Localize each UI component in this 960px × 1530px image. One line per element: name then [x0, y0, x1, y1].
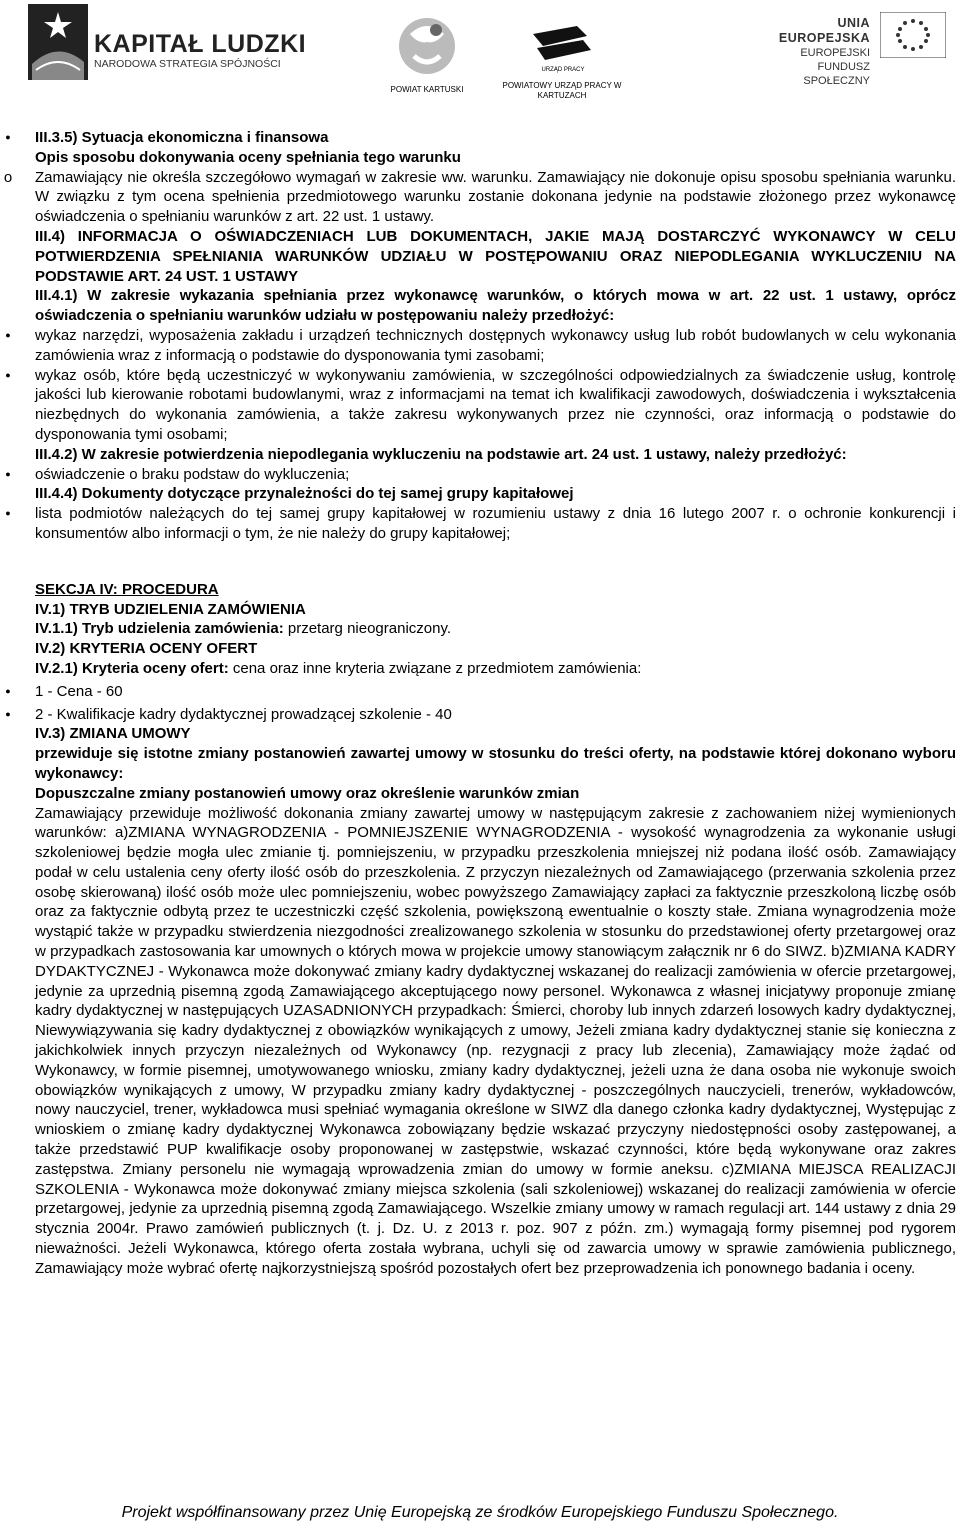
- field-line: [0, 619, 960, 639]
- kapital-ludzki-emblem-icon: [28, 4, 88, 80]
- ue-line3: FUNDUSZ SPOŁECZNY: [803, 61, 870, 87]
- section-title: SEKCJA IV: PROCEDURA: [35, 580, 219, 598]
- field-value: przetarg nieograniczony.: [283, 620, 452, 638]
- page-footer: Projekt współfinansowany przez Unię Europejską ze środków Europejskiego Funduszu Społecznego.: [121, 1504, 839, 1521]
- subheading: Dopuszczalne zmiany postanowień umowy oraz określenie warunków zmian: [35, 784, 580, 802]
- section-heading: IV.3) ZMIANA UMOWY: [35, 725, 191, 743]
- powiat-emblem-icon: [392, 14, 462, 80]
- field-label: IV.2.1) Kryteria oceny ofert:: [35, 659, 229, 677]
- powiat-label: POWIAT KARTUSKI: [390, 85, 464, 94]
- document-body: [0, 128, 960, 1279]
- section-heading: IV.1) TRYB UDZIELENIA ZAMÓWIENIA: [35, 600, 306, 618]
- kapital-ludzki-subtitle: NARODOWA STRATEGIA SPÓJNOŚCI: [94, 58, 281, 70]
- field-label: IV.1.1) Tryb udzielenia zamówienia:: [35, 620, 284, 638]
- circle-bullet-icon: [2, 168, 14, 188]
- subheading: Opis sposobu dokonywania oceny spełniania tego warunku: [35, 148, 461, 166]
- bullet-icon: [2, 326, 14, 348]
- ue-text-block: [750, 16, 870, 88]
- bullet-icon: [2, 366, 14, 388]
- section-heading: III.4) INFORMACJA O OŚWIADCZENIACH LUB DOKUMENTACH, JAKIE MAJĄ DOSTARCZYĆ WYKONAWCY W CELU POTWIERDZENIA SPEŁNIANIA WARUNKÓW UDZIAŁU W POSTĘPOWANIU ORAZ NIEPODLEGANIA WYKLUCZENIU NA PODSTAWIE ART. 24 UST. 1 USTAWY: [35, 227, 956, 285]
- ue-line1: UNIA EUROPEJSKA: [778, 16, 870, 45]
- bullet-icon: [2, 705, 14, 727]
- bullet-icon: [2, 682, 14, 704]
- bullet-icon: [2, 504, 14, 526]
- section-heading: ● III.3.5) Sytuacja ekonomiczna i finansowa: [0, 128, 960, 148]
- bullet-icon: [2, 465, 14, 487]
- urzad-pracy-label: POWIATOWY URZĄD PRACY W KARTUZACH: [502, 81, 622, 100]
- subheading: przewiduje się istotne zmiany postanowień zawartej umowy w stosunku do treści oferty, na podstawie której dokonano wyboru wykonawcy:: [35, 745, 956, 782]
- list-item: ● oświadczenie o braku podstaw do wykluczenia;: [0, 465, 960, 485]
- list-item: ● 1 - Cena - 60: [0, 682, 960, 702]
- unia-europejska-logo: [750, 8, 950, 87]
- paragraph: Zamawiający przewiduje możliwość dokonania zmiany zawartej umowy w następującym zakresie z zachowaniem niżej wymienionych warunków: a)ZMIANA WYNAGRODZENIA - POMNIEJSZENIE WYNAGRODZENIA - wysokość wynagrodzenia za wykonanie usługi szkoleniowej będzie mogła ulec zmianie tj. pomniejszeniu, w przypadku przeszkolenia mniejszej niż podana ilość osób. Zamawiający podał w celu ustalenia ceny oferty ilość osób do przeszkolenia. Z przyczyn niezależnych od Zamawiającego (przerwania szkolenia przez osobę skierowaną) ilość osób może ulec pomniejszeniu, wobec powyższego Zamawiający zapłaci za faktycznie przeszkoloną liczbę osób oraz za faktycznie odbytą przez te uczestniczki część szkolenia, powiększoną ewentualnie o koszty stałe. Zmiana wynagrodzenia może wystąpić także w przypadku stwierdzenia niezgodności zrealizowanego szkolenia w stosunku do przedstawionej oferty przetargowej oraz w przypadkach zastosowania kar umownych o których mowa w projekcie umowy stanowiącym załącznik nr 6 do SIWZ. b)ZMIANA KADRY DYDAKTYCZNEJ - Wykonawca może dokonywać zmiany kadry dydaktycznej wskazanej do realizacji zamówienia w ofercie przetargowej, jedynie za uprzednią pisemną zgodą Zamawiającego akceptującego nowy personel. Wykonawca z własnej inicjatywy proponuje zmianę kadry dydaktycznej w następujących UZASADNIONYCH przypadkach: Śmierci, choroby lub innych zdarzeń losowych kadry dydaktycznej, Niewywiązywania się kadry dydaktycznej z obowiązków wynikających z umowy, Jeżeli zmiana kadry dydaktycznej stanie się konieczna z jakichkolwiek innych przyczyn niezależnych od Wykonawcy (np. rezygnacji z pracy lub zlecenia), Zamawiający może żądać od Wykonawcy, w formie pisemnej, umotywowanego wniosku, zmiany kadry dydaktycznej, jeżeli uzna że dana osoba nie wykonuje swoich obowiązków wynikających z umowy, W przypadku zmiany kadry dydaktycznej - poszczególnych nauczycieli, trenerów, wykładowców, nowy nauczyciel, trener, wykładowca musi spełniać wymagania określone w SIWZ dla danego członka kadry dydaktycznej, Występując z wnioskiem o zmianę kadry dydaktycznej Wykonawca zobowiązany będzie wskazać przyczyny niedostępności osoby zastępowanej, a także przedstawić PUP kwalifikacje osoby proponowanej w zastępstwie, wskazać czynności, które będą wykonywane oraz zakres zastępstwa. Zmiany personelu nie wymagają wprowadzenia zmian do umowy w formie aneksu. c)ZMIANA MIEJSCA REALIZACJI SZKOLENIA - Wykonawca może dokonywać zmiany miejsca szkolenia (sali szkoleniowej) wskazanej do realizacji zamówienia w ofercie przetargowej, jedynie za uprzednią pisemną zgodą Zamawiającego. Wszelkie zmiany umowy w ramach regulacji art. 144 ustawy z dnia 29 stycznia 2004r. Prawo zamówień publicznych (t. j. Dz. U. z 2013 r. poz. 907 z późn. zm.) wymagają formy pisemnej pod rygorem nieważności. Jeżeli Wykonawca, którego oferta została wybrana, uchyli się od zawarcia umowy w sprawie zamówienia publicznego, Zamawiający może wybrać ofertę najkorzystniejszą spośród pozostałych ofert bez przeprowadzenia ich ponownego badania i oceny.: [35, 804, 956, 1277]
- field-line: [0, 659, 960, 679]
- kapital-ludzki-title: KAPITAŁ LUDZKI: [94, 30, 307, 58]
- list-item: ● wykaz narzędzi, wyposażenia zakładu i urządzeń technicznych dostępnych wykonawcy usług lub robót budowlanych w celu wykonania zamówienia wraz z informacją o podstawie do dysponowania tymi zasobami;: [0, 326, 960, 366]
- subheading: III.4.4) Dokumenty dotyczące przynależności do tej samej grupy kapitałowej: [35, 485, 574, 503]
- bullet-icon: [2, 128, 14, 150]
- powiat-kartuski-logo: [386, 14, 468, 95]
- list-item: ● lista podmiotów należących do tej samej grupy kapitałowej w rozumieniu ustawy z dnia 16 lutego 2007 r. o ochronie konkurencji i konsumentów albo informacji o tym, że nie należy do grupy kapitałowej;: [0, 504, 960, 544]
- kapital-ludzki-logo: [28, 4, 307, 80]
- urzad-pracy-logo: [500, 20, 624, 101]
- urzad-pracy-emblem-icon: [527, 20, 597, 76]
- section-heading: IV.2) KRYTERIA OCENY OFERT: [35, 640, 258, 658]
- spacer: [0, 544, 960, 580]
- field-value: cena oraz inne kryteria związane z przedmiotem zamówienia:: [228, 659, 642, 677]
- page-header: [0, 0, 960, 118]
- urzad-pracy-logo-text: URZĄD PRACY: [541, 67, 585, 73]
- subheading: III.4.1) W zakresie wykazania spełniania przez wykonawcę warunków, o których mowa w art. 22 ust. 1 ustawy, oprócz oświadczenia o spełnianiu warunków udziału w postępowaniu należy przedłożyć:: [35, 287, 956, 325]
- subheading: III.4.2) W zakresie potwierdzenia niepodlegania wykluczeniu na podstawie art. 24 ust. 1 ustawy, należy przedłożyć:: [35, 445, 847, 463]
- list-item: ● 2 - Kwalifikacje kadry dydaktycznej prowadzącej szkolenie - 40: [0, 705, 960, 725]
- ue-line2: EUROPEJSKI: [800, 47, 870, 59]
- list-item: ● wykaz osób, które będą uczestniczyć w wykonywaniu zamówienia, w szczególności odpowiedzialnych za świadczenie usług, kontrolę jakości lub kierowanie robotami budowlanymi, wraz z informacjami na temat ich kwalifikacji zawodowych, doświadczenia i wykształcenia niezbędnych do wykonania zamówienia, a także zakresu wykonywanych przez nie czynności, oraz informacją o podstawie do dysponowania tymi osobami;: [0, 366, 960, 445]
- eu-flag-icon: [880, 12, 946, 58]
- paragraph: o Zamawiający nie określa szczegółowo wymagań w zakresie ww. warunku. Zamawiający nie dokonuje opisu sposobu spełniania warunku. W związku z tym ocena spełnienia przedmiotowego warunku zostanie dokonana jedynie na podstawie złożonego przez wykonawcę oświadczenia o spełnianiu warunków z art. 22 ust. 1 ustawy.: [0, 168, 960, 227]
